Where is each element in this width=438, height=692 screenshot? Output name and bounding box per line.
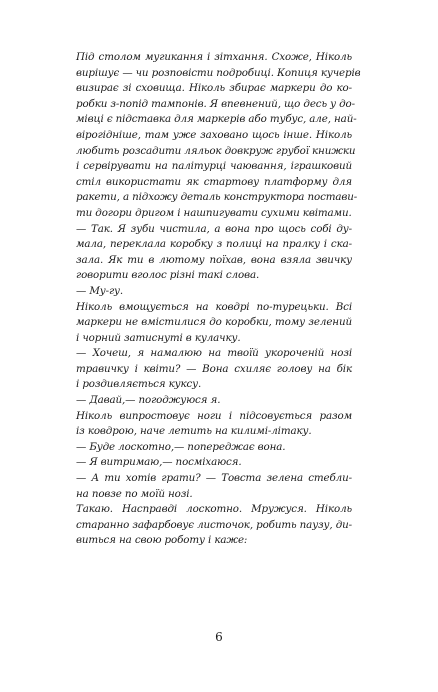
text-line: Під столом мугикання і зітхання. Схоже, Ніколь (76, 51, 352, 63)
text-line: вирішує — чи розповісти подробиці. Копиця кучерів (76, 66, 361, 79)
page-number: 6 (215, 630, 223, 644)
text-line: травичку і квіти? — Вона схиляє голову на бік (76, 362, 352, 375)
text-line: ракети, а підхожу деталь конструктора постави- (76, 191, 358, 204)
text-line: із ковдрою, наче летить на килимі-літаку. (76, 425, 312, 438)
paragraph (76, 300, 352, 347)
text-line: робки з-попід тампонів. Я впевнений, що десь у до- (76, 97, 355, 110)
paragraph (76, 455, 352, 471)
body-text (76, 50, 361, 549)
paragraph (76, 409, 352, 440)
text-line: — Буде лоскотно,— попереджає вона. (76, 440, 286, 453)
text-line: — Давай,— погоджуюся я. (76, 394, 221, 407)
text-line: Такаю. Насправді лоскотно. Мружуся. Ніколь (76, 503, 352, 516)
text-line: говорити вголос різні такі слова. (76, 269, 260, 282)
paragraph (76, 50, 361, 222)
text-line: — Хочеш, я намалюю на твоїй укороченій нозі (76, 347, 352, 360)
text-line: — Му-гу. (76, 284, 124, 297)
text-line: і сервірувати на палітурці чаювання, іграшковий (76, 160, 352, 173)
text-line: ти догори дригом і нашпигувати сухими квітами. (76, 206, 352, 219)
text-line: Ніколь випростовує ноги і підсовується разом (76, 409, 352, 422)
text-line: стіл використати як стартову платформу для (76, 175, 352, 188)
paragraph (76, 393, 352, 409)
text-line: маркери не вмістилися до коробки, тому зелений (76, 316, 352, 329)
text-line: виться на свою роботу і каже: (76, 534, 248, 547)
text-line: вірогідніше, там уже заховано щось інше. Ніколь (76, 128, 352, 141)
text-line: визирає зі сховища. Ніколь збирає маркери до ко- (76, 82, 352, 95)
text-line: на повзе по моїй нозі. (76, 487, 193, 500)
text-line: мівці є підставка для маркерів або тубус, але, най- (76, 113, 357, 126)
text-line: — Я витримаю,— посміхаюся. (76, 456, 242, 469)
paragraph (76, 284, 352, 300)
text-line: — А ти хотів грати? — Товста зелена стебли- (76, 472, 352, 485)
text-line: зала. Як ти в лютому поїхав, вона взяла звичку (76, 253, 352, 266)
text-line: любить розсадити ляльок довкруж грубої книжки (76, 144, 356, 157)
text-line: мала, переклала коробку з полиці на пралку і ска- (76, 238, 352, 251)
paragraph (76, 502, 352, 549)
paragraph (76, 471, 352, 502)
paragraph (76, 222, 352, 284)
text-line: Ніколь вмощується на ковдрі по-турецьки. Всі (76, 300, 352, 313)
text-line: — Так. Я зуби чистила, а вона про щось собі ду- (76, 222, 352, 235)
text-line: і чорний затиснуті в кулачку. (76, 331, 241, 344)
paragraph (76, 346, 352, 393)
text-line: і роздивляється куксу. (76, 378, 202, 391)
paragraph (76, 440, 352, 456)
text-line: старанно зафарбовує листочок, робить паузу, ди- (76, 518, 352, 531)
